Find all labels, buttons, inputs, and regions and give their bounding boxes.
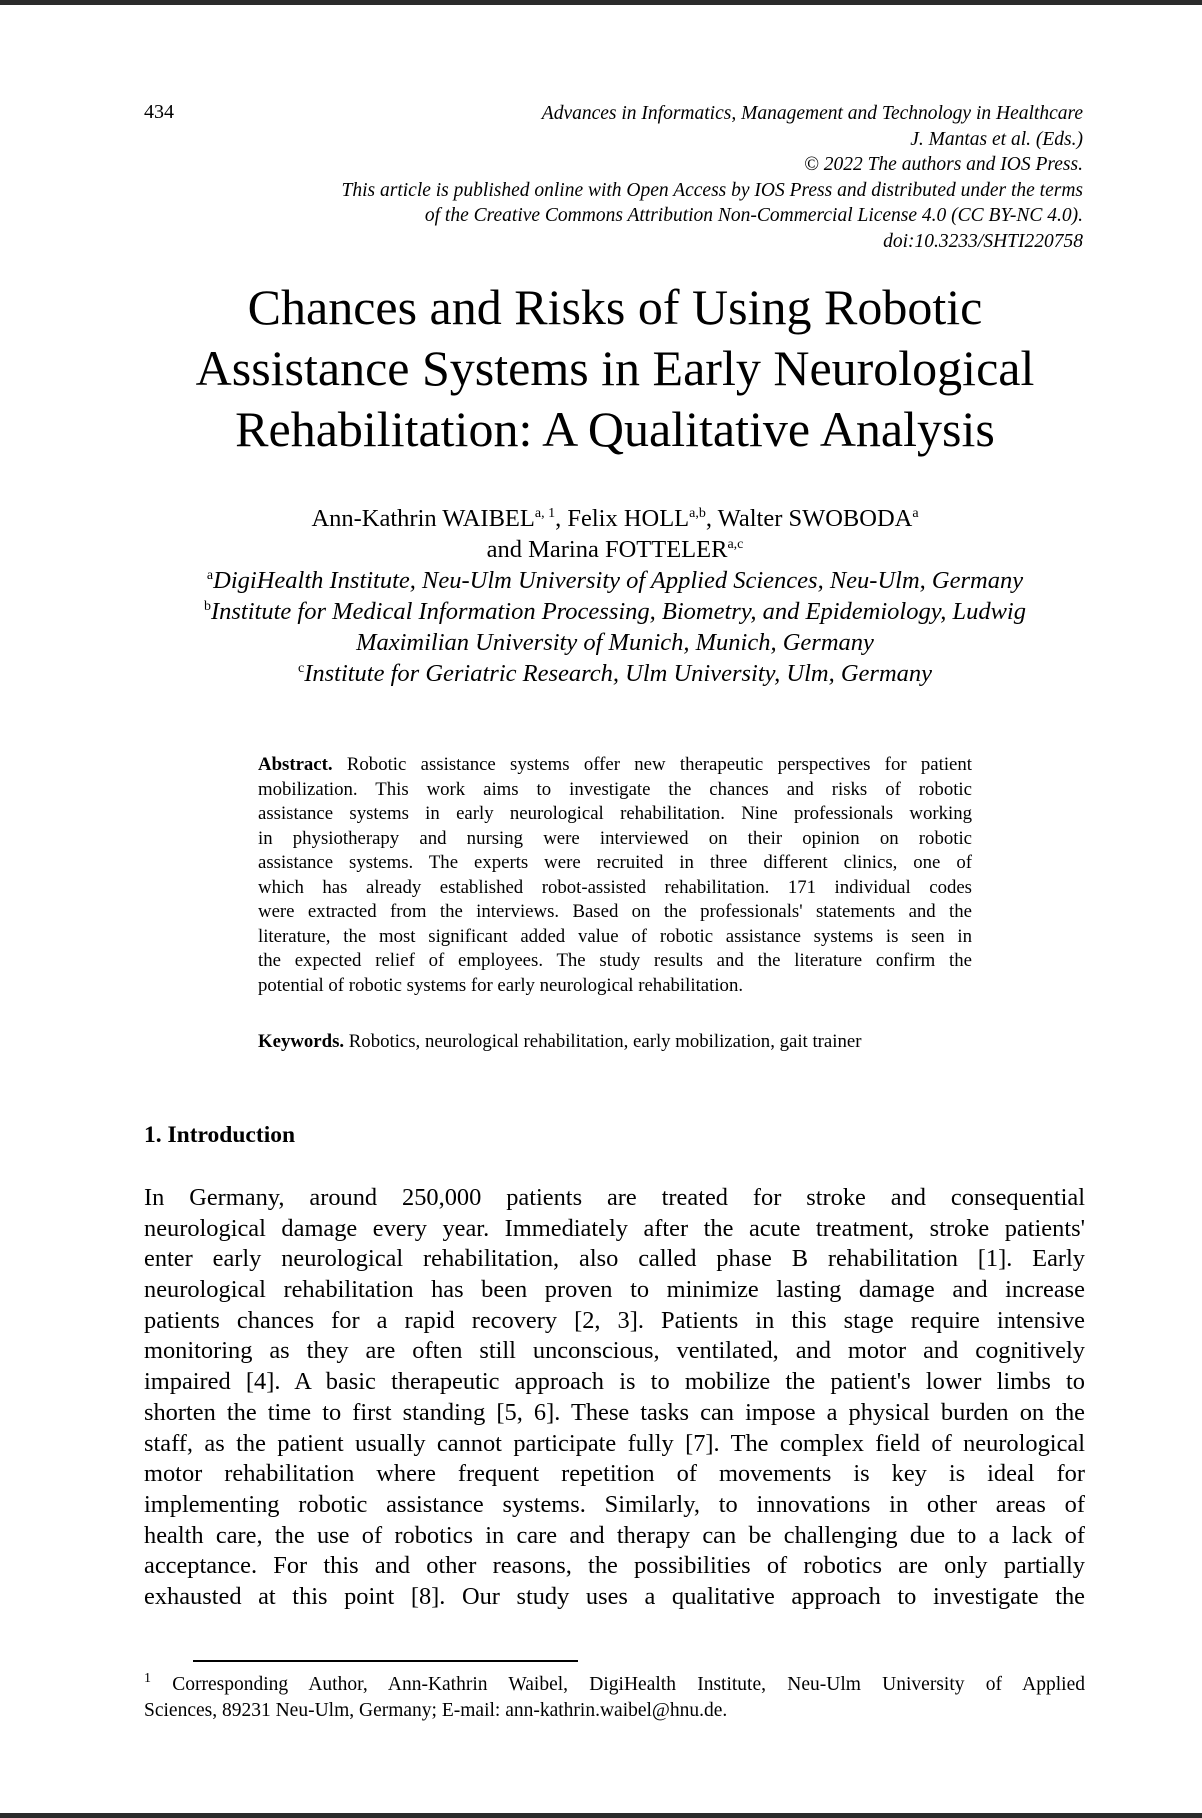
author-line [100,534,1130,565]
author-name: , Walter SWOBODA [705,505,913,532]
author-list [100,503,1130,565]
footnote [144,1672,1085,1724]
body-line: staff, as the patient usually cannot participate fully [7]. The complex field of neurological [144,1429,1085,1457]
body-line: In Germany, around 250,000 patients are treated for stroke and consequential [144,1184,1085,1211]
author-affil-mark: a,c [727,537,744,552]
body-line: motor rehabilitation where frequent repetition of movements is key is ideal for [144,1460,1085,1488]
header-line: Advances in Informatics, Management and Technology in Healthcare [541,103,1083,124]
introduction-body [144,1183,1085,1613]
top-border [0,0,1202,5]
body-line: neurological damage every year. Immediately after the acute treatment, stroke patients' [144,1214,1085,1242]
paper-title [100,277,1130,460]
author-line [100,503,1130,534]
body-line: acceptance. For this and other reasons, the possibilities of robotics are only partially [144,1552,1085,1580]
author-name: Ann-Kathrin WAIBEL [311,505,535,532]
affiliations [100,565,1130,689]
body-line: impaired [4]. A basic therapeutic approach is to mobilize the patient's lower limbs to [144,1368,1085,1396]
abstract-line: literature, the most significant added value of robotic assistance systems is seen in [258,925,972,947]
publication-header [183,101,1083,255]
keywords [258,1030,972,1055]
author-affil-mark: a [912,506,919,521]
body-line: health care, the use of robotics in care and therapy can be challenging due to a lack of [144,1521,1085,1549]
abstract-line: in physiotherapy and nursing were interviewed on their opinion on robotic [258,827,972,849]
keywords-label: Keywords. [258,1031,345,1052]
author-affil-mark: a, 1 [534,506,556,521]
footnote-line: $^1$ Corresponding Author, Ann-Kathrin Waibel, DigiHealth Institute, Neu-Ulm University of Applied [144,1671,1085,1695]
body-line: enter early neurological rehabilitation, also called phase B rehabilitation [1]. Early [144,1245,1085,1273]
body-line: neurological rehabilitation has been proven to minimize lasting damage and increase [144,1276,1085,1304]
affil-mark: b [203,599,211,614]
title-line: Assistance Systems in Early Neurological [195,340,1035,396]
abstract-line: the expected relief of employees. The study results and the literature confirm the [258,950,972,971]
abstract-line: were extracted from the interviews. Based on the professionals' statements and the [258,901,972,922]
header-line: © 2022 The authors and IOS Press. [804,154,1083,176]
abstract-line: mobilization. This work aims to investigate the chances and risks of robotic [258,778,972,800]
body-line: monitoring as they are often still unconscious, ventilated, and motor and cognitively [144,1337,1085,1365]
author-name: , Felix HOLL [555,505,690,532]
abstract-line: which has already established robot-assisted rehabilitation. 171 individual codes [258,876,972,898]
doi-line: doi:10.3233/SHTI220758 [883,230,1083,252]
body-line: patients chances for a rapid recovery [2, 3]. Patients in this stage require intensive [144,1306,1085,1334]
bottom-border [0,1813,1202,1818]
abstract-line: assistance systems. The experts were recruited in three different clinics, one of [258,852,972,873]
body-line: exhausted at this point [8]. Our study uses a qualitative approach to investigate the [144,1582,1085,1610]
affiliation-b: $^b$Institute for Medical Information Processing, Biometry, and Epidemiology, Ludwig [203,598,1026,625]
footnote-mark: 1 [144,1671,151,1686]
author-name: and Marina FOTTELER [486,536,728,563]
affil-mark: a [206,568,214,583]
footnote-line: Sciences, 89231 Neu-Ulm, Germany; E-mail: ann-kathrin.waibel@hnu.de. [144,1699,728,1721]
abstract-line: potential of robotic systems for early neurological rehabilitation. [258,974,744,996]
title-line: Rehabilitation: A Qualitative Analysis [235,401,995,457]
section-heading: 1. Introduction [144,1122,296,1148]
header-line: of the Creative Commons Attribution Non-Commercial License 4.0 (CC BY-NC 4.0). [424,205,1083,227]
affiliation-b-cont: Maximilian University of Munich, Munich, Germany [356,629,874,656]
abstract-label: Abstract. [258,754,333,775]
affil-mark: c [297,661,305,676]
footnote-divider [193,1660,578,1662]
affiliation-c: $^c$Institute for Geriatric Research, Ulm University, Ulm, Germany [297,660,933,687]
abstract-line: Abstract. Robotic assistance systems offer new therapeutic perspectives for patient [258,754,972,775]
header-line: This article is published online with Open Access by IOS Press and distributed under the terms [341,179,1083,201]
author-affil-mark: a,b [689,506,706,521]
header-line: J. Mantas et al. (Eds.) [910,128,1083,150]
body-line: implementing robotic assistance systems. Similarly, to innovations in other areas of [144,1490,1085,1518]
title-line: Chances and Risks of Using Robotic [247,279,983,335]
affiliation-a: $^a$DigiHealth Institute, Neu-Ulm University of Applied Sciences, Neu-Ulm, Germany [206,567,1024,594]
page-number: 434 [144,101,174,123]
abstract [258,753,972,998]
body-line: shorten the time to first standing [5, 6]. These tasks can impose a physical burden on the [144,1398,1085,1426]
keywords-text: Robotics, neurological rehabilitation, early mobilization, gait trainer [344,1031,862,1052]
abstract-line: assistance systems in early neurological rehabilitation. Nine professionals working [258,803,972,824]
